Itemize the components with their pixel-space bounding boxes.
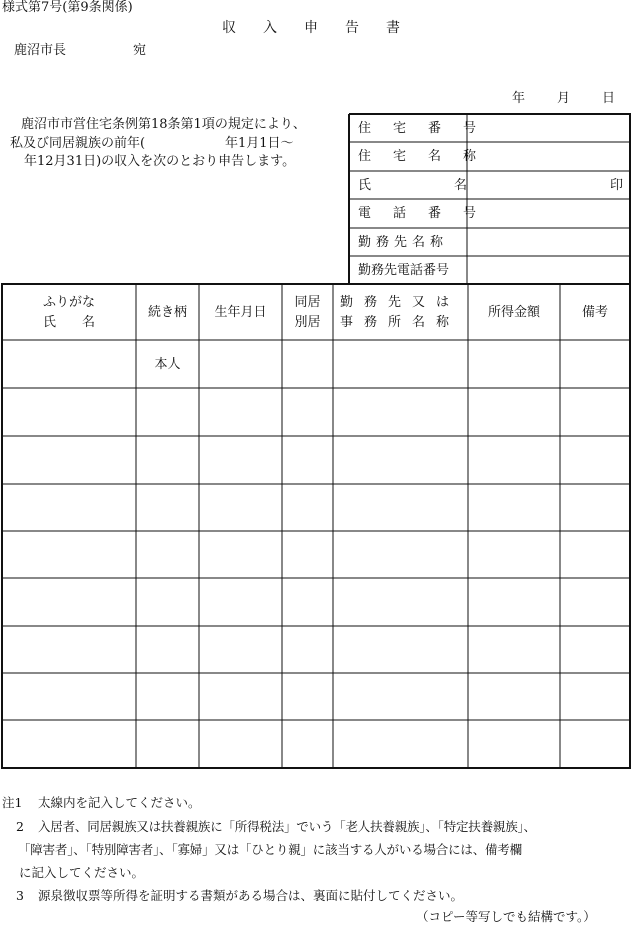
label-phone-number: 電話番号 [358,206,499,221]
declaration-line-3: 年12月31日)の収入を次のとおり申告します。 [24,154,296,169]
label-housing-number: 住宅番号 [358,121,499,136]
header-relation: 続き柄 [147,305,187,320]
declaration-line-1: 鹿沼市市営住宅条例第18条第1項の規定により、 [21,117,306,132]
note-3-parenthetical: （コピー等写しでも結構です。） [416,909,596,924]
label-applicant-name: 氏名 [358,178,551,193]
form-number: 様式第7号(第9条関係) [2,0,133,15]
value-housing-number[interactable] [472,122,624,138]
value-employer-name[interactable] [472,236,624,252]
seal-mark: 印 [610,178,624,193]
header-workplace: 勤務先又は [340,295,461,310]
addressee-honorific: 宛 [133,43,147,58]
header-income: 所得金額 [487,305,540,320]
header-name: 氏 名 [42,315,95,330]
first-row-relation: 本人 [154,357,181,372]
value-applicant-name[interactable] [472,179,602,195]
value-employer-phone[interactable] [472,264,624,280]
note-3-number: 3 [16,888,24,903]
note-1-number: 注1 [2,795,23,810]
page-title: 収入申告書 [222,20,427,36]
date-year-label: 年 [512,91,526,106]
declaration-line-2b: 年1月1日～ [225,136,294,151]
declaration-line-2a: 私及び同居親族の前年( [10,136,146,151]
header-cohabitation: 同居 [294,295,321,310]
label-employer-name: 勤務先名称 [358,235,449,250]
header-birthdate: 生年月日 [214,305,267,320]
value-phone-number[interactable] [472,207,624,223]
header-name-furigana: ふりがな [42,295,95,310]
label-employer-phone: 勤務先電話番号 [358,263,450,278]
note-3-text: 源泉徴収票等所得を証明する書類がある場合は、裏面に貼付してください。 [38,888,464,903]
addressee: 鹿沼市長 [14,43,67,58]
note-2-line-2: 「障害者」、「特別障害者」、「寡婦」又は「ひとり親」に該当する人がいる場合には、備考欄 [18,842,522,857]
note-2-line-3: に記入してください。 [19,865,145,880]
note-1-text: 太線内を記入してください。 [38,795,201,810]
header-separate: 別居 [294,315,321,330]
note-2-number: 2 [16,819,24,834]
label-housing-name: 住宅名称 [358,149,499,164]
date-month-label: 月 [557,91,571,106]
value-housing-name[interactable] [472,150,624,166]
header-remarks: 備考 [581,305,608,320]
header-office-name: 事務所名称 [340,315,461,330]
date-day-label: 日 [602,91,616,106]
note-2-line-1: 入居者、同居親族又は扶養親族に「所得税法」でいう「老人扶養親族」、「特定扶養親族」、 [38,819,536,834]
